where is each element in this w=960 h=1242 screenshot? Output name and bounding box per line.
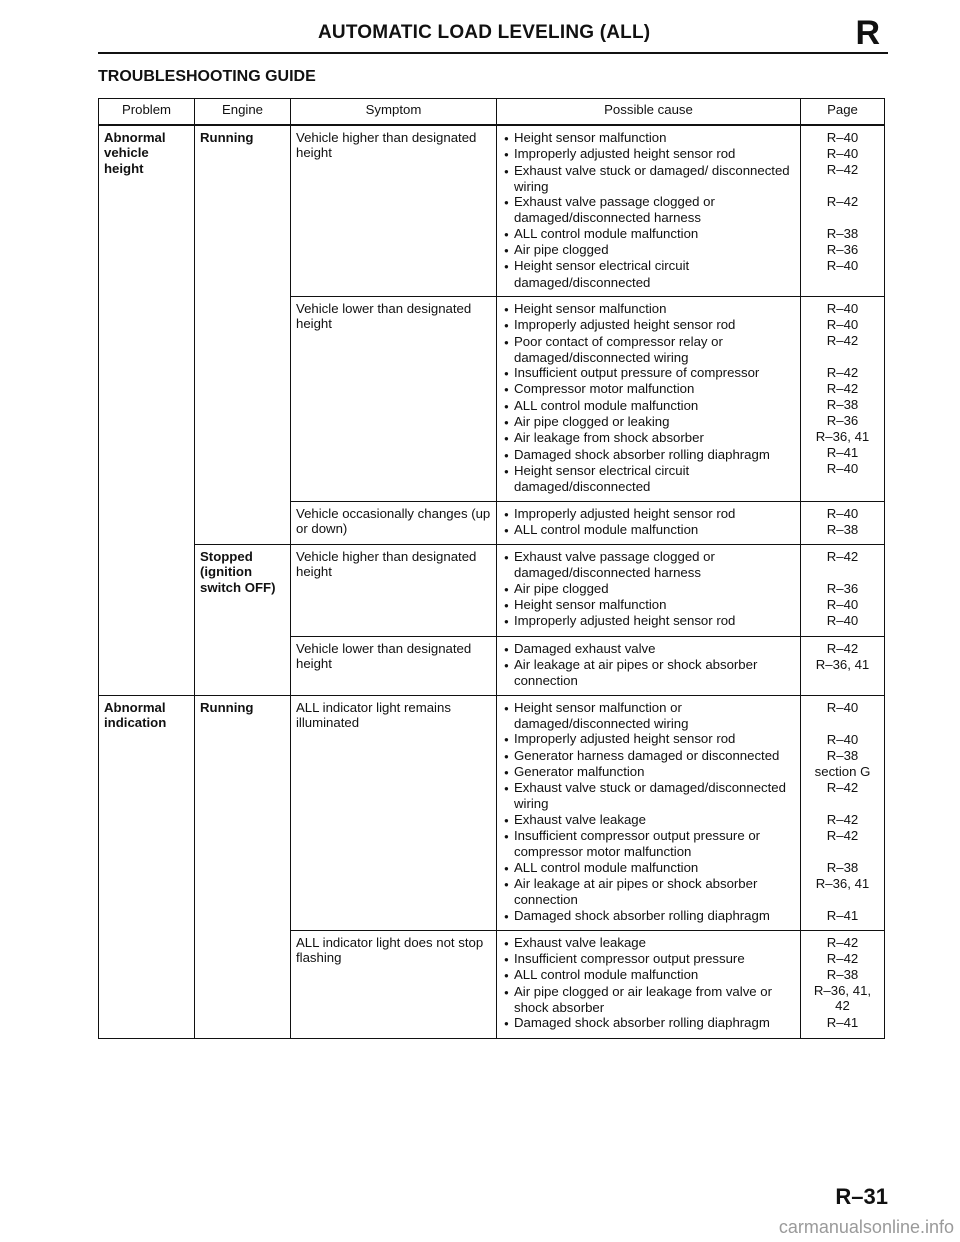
bullet-icon: ● xyxy=(504,584,509,594)
cause-item xyxy=(502,700,795,732)
cause-text: Insufficient compressor output pressure xyxy=(514,951,745,967)
cause-text: ALL control module malfunction xyxy=(514,225,699,241)
column-header-symptom: Symptom xyxy=(291,99,497,126)
cause-text: Damaged exhaust valve xyxy=(514,640,656,656)
cause-text: Air leakage from shock absorber xyxy=(514,430,704,446)
engine-cell: Running xyxy=(195,125,291,545)
page-ref: R–36, 41, 42 xyxy=(813,982,872,1014)
problem-cell: Abnormal indication xyxy=(99,695,195,1038)
cause-text: Improperly adjusted height sensor rod xyxy=(514,317,736,333)
bullet-icon: ● xyxy=(504,198,509,208)
page-ref: R–42 xyxy=(826,934,859,950)
cause-item xyxy=(502,194,795,226)
bullet-icon: ● xyxy=(504,466,509,476)
page-ref: R–40 xyxy=(826,461,859,476)
cause-text: Exhaust valve stuck or damaged/ disconnected wiring xyxy=(514,162,790,194)
bullet-icon: ● xyxy=(504,246,509,256)
bullet-icon: ● xyxy=(504,337,509,347)
bullet-icon: ● xyxy=(504,418,509,428)
page-ref: R–36 xyxy=(826,581,859,597)
cause-text: Height sensor malfunction or damaged/disconnected wiring xyxy=(514,699,689,731)
page-ref: R–36, 41 xyxy=(815,656,870,672)
cause-item xyxy=(502,365,795,381)
page-ref: R–40 xyxy=(826,731,859,747)
cause-text: Air pipe clogged or air leakage from valve or shock absorber xyxy=(514,983,773,1015)
problem-cell: Abnormal vehicle height xyxy=(99,125,195,695)
bullet-icon: ● xyxy=(504,321,509,331)
cause-text: Height sensor electrical circuit damaged/disconnected xyxy=(514,462,690,495)
cause-item xyxy=(502,522,795,538)
cause-item xyxy=(502,398,795,414)
page-ref: R–42 xyxy=(826,333,859,348)
cause-item xyxy=(502,549,795,581)
cause-item xyxy=(502,967,795,983)
possible-cause-cell xyxy=(497,636,801,695)
cause-item xyxy=(502,908,795,924)
cause-item xyxy=(502,597,795,613)
cause-item xyxy=(502,613,795,629)
possible-cause-cell xyxy=(497,297,801,502)
cause-item xyxy=(502,780,795,812)
page-ref: R–36 xyxy=(826,413,859,428)
cause-text: ALL control module malfunction xyxy=(514,397,699,413)
cause-text: Height sensor electrical circuit damaged/disconnected xyxy=(514,258,690,290)
possible-cause-cell xyxy=(497,695,801,930)
cause-item xyxy=(502,146,795,162)
page-ref-cell xyxy=(801,636,885,695)
cause-item xyxy=(502,447,795,463)
column-header-engine: Engine xyxy=(195,99,291,126)
page-ref: R–40 xyxy=(826,130,859,145)
column-header-problem: Problem xyxy=(99,99,195,126)
page-ref: R–40 xyxy=(826,505,859,521)
bullet-icon: ● xyxy=(504,751,509,761)
bullet-icon: ● xyxy=(504,955,509,965)
page-ref: R–41 xyxy=(826,907,859,923)
cause-text: Insufficient compressor output pressure or compressor motor malfunction xyxy=(514,828,761,860)
page-ref: R–42 xyxy=(826,162,859,177)
cause-item xyxy=(502,641,795,657)
cause-text: Poor contact of compressor relay or damaged/disconnected wiring xyxy=(514,333,723,365)
cause-text: Exhaust valve passage clogged or damaged/disconnected harness xyxy=(514,194,715,226)
symptom-cell: ALL indicator light remains illuminated xyxy=(291,695,497,930)
cause-item xyxy=(502,242,795,258)
cause-text: Compressor motor malfunction xyxy=(514,381,695,397)
cause-text: Insufficient output pressure of compressor xyxy=(514,365,760,381)
cause-text: Air pipe clogged xyxy=(514,242,609,258)
cause-item xyxy=(502,876,795,908)
cause-item xyxy=(502,731,795,747)
bullet-icon: ● xyxy=(504,879,509,889)
page-ref: R–42 xyxy=(826,779,859,795)
page-ref-cell xyxy=(801,545,885,636)
bullet-icon: ● xyxy=(504,703,509,713)
page-ref: R–38 xyxy=(826,966,859,982)
cause-text: Air leakage at air pipes or shock absorber connection xyxy=(514,656,758,689)
cause-text: ALL control module malfunction xyxy=(514,859,699,875)
page-ref: R–38 xyxy=(826,747,859,763)
cause-text: Height sensor malfunction xyxy=(514,597,667,613)
page-ref: R–41 xyxy=(826,1014,859,1030)
symptom-cell: Vehicle occasionally changes (up or down) xyxy=(291,501,497,545)
table-header-row xyxy=(99,99,885,126)
bullet-icon: ● xyxy=(504,601,509,611)
cause-text: Air pipe clogged xyxy=(514,580,609,596)
section-letter: R xyxy=(855,14,880,52)
cause-text: Improperly adjusted height sensor rod xyxy=(514,505,736,521)
cause-item xyxy=(502,414,795,430)
page-ref: R–38 xyxy=(826,397,859,412)
page-ref-cell xyxy=(801,297,885,502)
cause-text: Damaged shock absorber rolling diaphragm xyxy=(514,907,770,923)
cause-text: Generator harness damaged or disconnected xyxy=(514,747,780,763)
page-ref: section G xyxy=(814,763,871,779)
page-ref: R–40 xyxy=(826,146,859,161)
possible-cause-cell xyxy=(497,545,801,636)
cause-item xyxy=(502,334,795,366)
cause-item xyxy=(502,301,795,317)
section-title: TROUBLESHOOTING GUIDE xyxy=(98,68,316,85)
cause-text: Generator malfunction xyxy=(514,763,645,779)
cause-item xyxy=(502,935,795,951)
cause-text: Improperly adjusted height sensor rod xyxy=(514,613,736,629)
cause-item xyxy=(502,381,795,397)
cause-item xyxy=(502,748,795,764)
page-ref-cell xyxy=(801,125,885,297)
table-row xyxy=(99,125,885,297)
bullet-icon: ● xyxy=(504,735,509,745)
bullet-icon: ● xyxy=(504,971,509,981)
cause-item xyxy=(502,430,795,446)
cause-item xyxy=(502,657,795,689)
page-ref: R–40 xyxy=(826,317,859,332)
bullet-icon: ● xyxy=(504,784,509,794)
cause-text: Improperly adjusted height sensor rod xyxy=(514,146,736,162)
symptom-cell: ALL indicator light does not stop flashing xyxy=(291,930,497,1038)
cause-item xyxy=(502,581,795,597)
page-ref: R–40 xyxy=(826,613,859,629)
page-title: AUTOMATIC LOAD LEVELING (ALL) xyxy=(318,22,651,43)
page-ref: R–42 xyxy=(826,381,859,396)
bullet-icon: ● xyxy=(504,134,509,143)
page-ref: R–42 xyxy=(826,365,859,380)
cause-item xyxy=(502,258,795,290)
cause-text: Damaged shock absorber rolling diaphragm xyxy=(514,1015,770,1031)
cause-item xyxy=(502,828,795,860)
bullet-icon: ● xyxy=(504,1019,509,1029)
cause-item xyxy=(502,226,795,242)
bullet-icon: ● xyxy=(504,450,509,460)
cause-item xyxy=(502,860,795,876)
bullet-icon: ● xyxy=(504,262,509,272)
bullet-icon: ● xyxy=(504,987,509,997)
bullet-icon: ● xyxy=(504,553,509,563)
page-header xyxy=(98,14,888,54)
page-ref: R–42 xyxy=(826,950,859,966)
bullet-icon: ● xyxy=(504,369,509,379)
possible-cause-cell xyxy=(497,125,801,297)
cause-item xyxy=(502,764,795,780)
table-row xyxy=(99,545,885,636)
page-ref: R–42 xyxy=(826,640,859,656)
bullet-icon: ● xyxy=(504,166,509,176)
column-header-possible-cause: Possible cause xyxy=(497,99,801,126)
table-row xyxy=(99,695,885,930)
possible-cause-cell xyxy=(497,501,801,545)
possible-cause-cell xyxy=(497,930,801,1038)
page-ref: R–40 xyxy=(826,597,859,613)
bullet-icon: ● xyxy=(504,815,509,825)
bullet-icon: ● xyxy=(504,660,509,670)
page-ref: R–36, 41 xyxy=(815,875,870,891)
page-ref: R–42 xyxy=(826,827,859,843)
symptom-cell: Vehicle higher than designated height xyxy=(291,545,497,636)
page-ref-cell xyxy=(801,695,885,930)
cause-text: ALL control module malfunction xyxy=(514,967,699,983)
symptom-cell: Vehicle lower than designated height xyxy=(291,297,497,502)
cause-item xyxy=(502,951,795,967)
watermark: carmanualsonline.info xyxy=(778,1217,954,1237)
bullet-icon: ● xyxy=(504,644,509,654)
table-body xyxy=(99,125,885,1038)
cause-text: Damaged shock absorber rolling diaphragm xyxy=(514,446,770,462)
page-ref: R–42 xyxy=(826,811,859,827)
cause-text: Height sensor malfunction xyxy=(514,301,667,316)
cause-item xyxy=(502,317,795,333)
bullet-icon: ● xyxy=(504,832,509,842)
page-ref: R–42 xyxy=(826,549,859,565)
bullet-icon: ● xyxy=(504,911,509,921)
page-ref: R–40 xyxy=(826,699,859,715)
cause-text: Improperly adjusted height sensor rod xyxy=(514,731,736,747)
page-ref-cell xyxy=(801,501,885,545)
cause-text: Exhaust valve leakage xyxy=(514,811,646,827)
cause-text: Exhaust valve leakage xyxy=(514,934,646,950)
page-ref: R–40 xyxy=(826,258,859,273)
bullet-icon: ● xyxy=(504,305,509,314)
page-number: R–31 xyxy=(835,1184,888,1209)
engine-cell: Running xyxy=(195,695,291,1038)
cause-item xyxy=(502,1015,795,1031)
page-ref: R–41 xyxy=(826,445,859,460)
page-ref-cell xyxy=(801,930,885,1038)
cause-item xyxy=(502,163,795,195)
page-ref: R–38 xyxy=(826,521,859,537)
bullet-icon: ● xyxy=(504,434,509,444)
cause-item xyxy=(502,984,795,1016)
page-ref: R–40 xyxy=(826,301,859,316)
bullet-icon: ● xyxy=(504,509,509,519)
cause-item xyxy=(502,506,795,522)
page-ref: R–38 xyxy=(826,859,859,875)
cause-item xyxy=(502,130,795,146)
bullet-icon: ● xyxy=(504,617,509,627)
bullet-icon: ● xyxy=(504,385,509,395)
cause-text: Exhaust valve passage clogged or damaged/disconnected harness xyxy=(514,549,715,581)
cause-text: Exhaust valve stuck or damaged/disconnected wiring xyxy=(514,780,786,812)
bullet-icon: ● xyxy=(504,401,509,411)
cause-item xyxy=(502,812,795,828)
column-header-page: Page xyxy=(801,99,885,126)
cause-text: ALL control module malfunction xyxy=(514,521,699,537)
page-ref: R–36 xyxy=(826,242,859,257)
symptom-cell: Vehicle lower than designated height xyxy=(291,636,497,695)
bullet-icon: ● xyxy=(504,767,509,777)
cause-text: Height sensor malfunction xyxy=(514,130,667,145)
page-ref: R–42 xyxy=(826,194,859,209)
page-ref: R–38 xyxy=(826,226,859,241)
bullet-icon: ● xyxy=(504,229,509,239)
engine-cell: Stopped (ignition switch OFF) xyxy=(195,545,291,695)
bullet-icon: ● xyxy=(504,863,509,873)
bullet-icon: ● xyxy=(504,150,509,160)
bullet-icon: ● xyxy=(504,525,509,535)
symptom-cell: Vehicle higher than designated height xyxy=(291,125,497,297)
bullet-icon: ● xyxy=(504,938,509,948)
cause-item xyxy=(502,463,795,495)
cause-text: Air leakage at air pipes or shock absorber connection xyxy=(514,875,758,908)
cause-text: Air pipe clogged or leaking xyxy=(514,414,670,430)
troubleshooting-table xyxy=(98,98,885,1039)
page-ref: R–36, 41 xyxy=(815,429,870,444)
